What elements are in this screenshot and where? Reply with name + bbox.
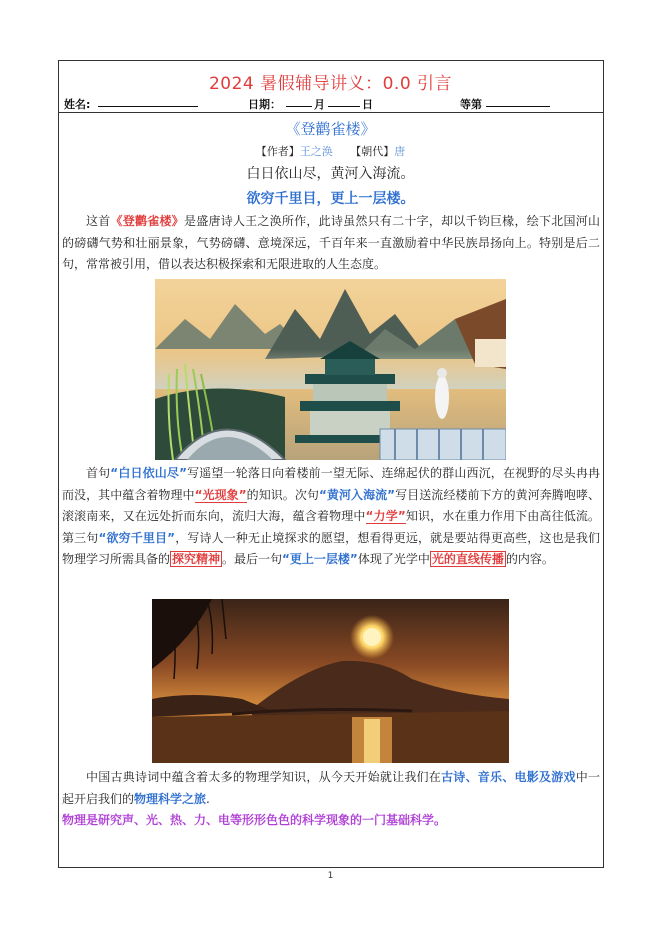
rank-label: 等第 (460, 98, 482, 111)
day-field[interactable] (328, 96, 360, 107)
poem-line-2: 欲穷千里目，更上一层楼。 (246, 191, 415, 207)
author-label: 【作者】 (255, 145, 300, 158)
page-title: 2024 暑假辅导讲义：0.0 引言 (208, 74, 453, 94)
month-label: 月 (314, 98, 325, 111)
poem-line-1: 白日依山尽，黄河入海流。 (246, 166, 415, 182)
poem-meta (0, 143, 661, 159)
day-label: 日 (362, 98, 373, 111)
closing-paragraph: 中国古典诗词中蕴含着太多的物理学知识，从今天开始就让我们在古诗、音乐、电影及游戏中一起开启我们的物理科学之旅. (62, 770, 600, 806)
analysis-paragraph: 首句“白日依山尽”写遥望一轮落日向着楼前一望无际、连绵起伏的群山西沉，在视野的尽头冉冉而没，其中蕴含着物理中“光现象”的知识。次句“黄河入海流”写目送流经楼前下方的黄河奔腾咆哮、滚滚南来，又在远处折而东向，流归大海，蕴含着物理中“力学”知识，水在重力作用下由高往低流。第三句“欲穷千里目”，写诗人一种无止境探求的愿望，想看得更远，就是要站得更高些，这也是我们物理学习所需具备的 探究精神 。最后一句“更上一层楼”体现了光学中 光的直线传播 的内容。 (62, 466, 600, 566)
intro-paragraph: 这首《登鹳雀楼》是盛唐诗人王之涣所作，此诗虽然只有二十字，却以千钧巨椽，绘下北国河山的磅礴气势和壮丽景象，气势磅礴、意境深远，千百年来一直激励着中华民族昂扬向上。特别是后二句，常常被引用，借以表达积极探索和无限进取的人生态度。 (62, 214, 600, 271)
date-label: 日期： (248, 98, 281, 111)
sunset-photo (152, 599, 509, 763)
author-name: 王之涣 (299, 145, 333, 158)
rank-field[interactable] (486, 96, 550, 107)
dynasty-label: 【朝代】 (350, 145, 395, 158)
poem-title: 《登鹳雀楼》 (285, 120, 376, 138)
name-field[interactable] (98, 96, 198, 107)
physics-definition: 物理是研究声、光、热、力、电等形形色色的科学现象的一门基础科学。 (62, 813, 447, 827)
page-number: 1 (327, 871, 334, 881)
month-field[interactable] (286, 96, 312, 107)
dynasty-name: 唐 (394, 145, 406, 158)
tower-illustration (155, 279, 506, 460)
header-divider (58, 112, 604, 113)
student-info-row (64, 96, 600, 112)
name-label: 姓名: (64, 98, 91, 111)
